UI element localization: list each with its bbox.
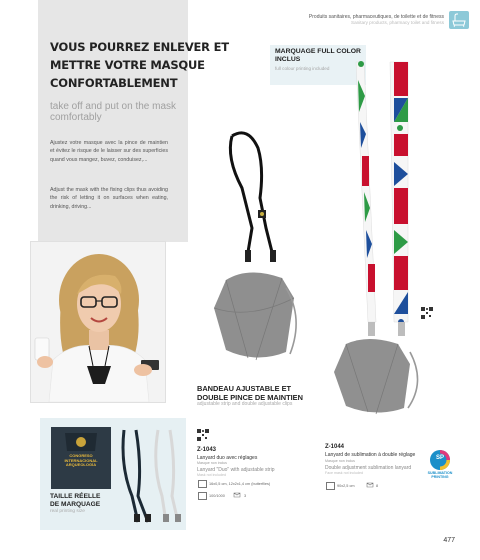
intro-headline bbox=[50, 38, 229, 92]
intro-paragraph-fr: Ajustez votre masque avec la pince de maintien et évitez le risque de le laisser sur des superficies quand vous mangez, buvez, conduisez,... bbox=[50, 140, 168, 163]
product-pack: 8 bbox=[376, 484, 379, 488]
product-name-en: Double adjustment sublimation lanyard bbox=[325, 465, 412, 471]
dimensions-icon bbox=[326, 482, 335, 490]
dimensions-icon bbox=[198, 480, 207, 488]
intro-paragraph-en: Adjust the mask with the fixing clips thus avoiding the risk of letting it on surfaces when eating, drinking, driving... bbox=[50, 187, 168, 210]
product-note-en: Face mask not included bbox=[325, 471, 363, 475]
bathtub-icon bbox=[449, 11, 469, 29]
sublimation-badge-text: SP bbox=[435, 455, 444, 461]
product-note-fr: Masque non inclus bbox=[197, 461, 227, 465]
product-name-fr: Lanyard de sublimation à double réglage bbox=[325, 452, 416, 458]
product-dimensions: 16x0,5 cm, 12x2x1,4 cm (butterflies) bbox=[209, 482, 271, 486]
headline-line-3: CONFORTABLEMENT bbox=[50, 76, 178, 90]
category-subtitle: Sanitary products, pharmacy toilet and fitness bbox=[351, 20, 444, 25]
bandeau-title: BANDEAU AJUSTABLE ET DOUBLE PINCE DE MAINTIEN bbox=[197, 384, 303, 402]
taille-title: TAILLE RÉELLE DE MARQUAGE bbox=[50, 493, 101, 508]
taille-subtitle: real printing size bbox=[50, 509, 85, 514]
product-note-fr: Masque non inclus bbox=[325, 459, 355, 463]
intro-subhead: take off and put on the mask comfortably bbox=[50, 101, 177, 123]
lanyard-samples-image bbox=[118, 426, 184, 526]
headline-line-1: VOUS POURREZ ENLEVER ET bbox=[50, 40, 229, 54]
product-min-qty: 100/1000 bbox=[209, 494, 225, 498]
product-name-en: Lanyard "Duo" with adjustable strip bbox=[197, 467, 275, 473]
qr-code-icon[interactable] bbox=[197, 429, 209, 441]
headline-line-2: METTRE VOTRE MASQUE bbox=[50, 58, 205, 72]
product-code: Z-1043 bbox=[197, 447, 217, 453]
patch-text: CONGRESO INTERNACIONAL ARQUEOLOGÍA bbox=[64, 453, 98, 468]
marquage-title: MARQUAGE FULL COLOR INCLUS bbox=[275, 48, 361, 63]
category-title: Produits sanitaires, pharmaceutiques, de toilette et de fitness bbox=[308, 14, 444, 20]
box-icon bbox=[233, 492, 241, 498]
qr-code-icon[interactable] bbox=[421, 307, 433, 319]
marquage-subtitle: full colour printing included bbox=[275, 66, 330, 71]
duo-lanyard-image bbox=[200, 128, 310, 378]
product-note-en: Mask not included bbox=[197, 473, 226, 477]
box-icon bbox=[366, 482, 374, 488]
quantity-icon bbox=[198, 492, 207, 500]
woman-with-mask-photo bbox=[30, 241, 166, 403]
product-code: Z-1044 bbox=[325, 444, 345, 450]
product-dimensions: 90x2,5 cm bbox=[337, 484, 355, 488]
sublimation-badge-label: SUBLIMATION PRINTING bbox=[427, 471, 453, 479]
sublimation-lanyard-image bbox=[328, 52, 438, 417]
product-pack: 3 bbox=[244, 494, 247, 498]
bandeau-subtitle: adjustable strip and double adjustable clips bbox=[197, 401, 293, 407]
page-number: 477 bbox=[443, 537, 455, 544]
product-name-fr: Lanyard duo avec réglages bbox=[197, 455, 258, 461]
